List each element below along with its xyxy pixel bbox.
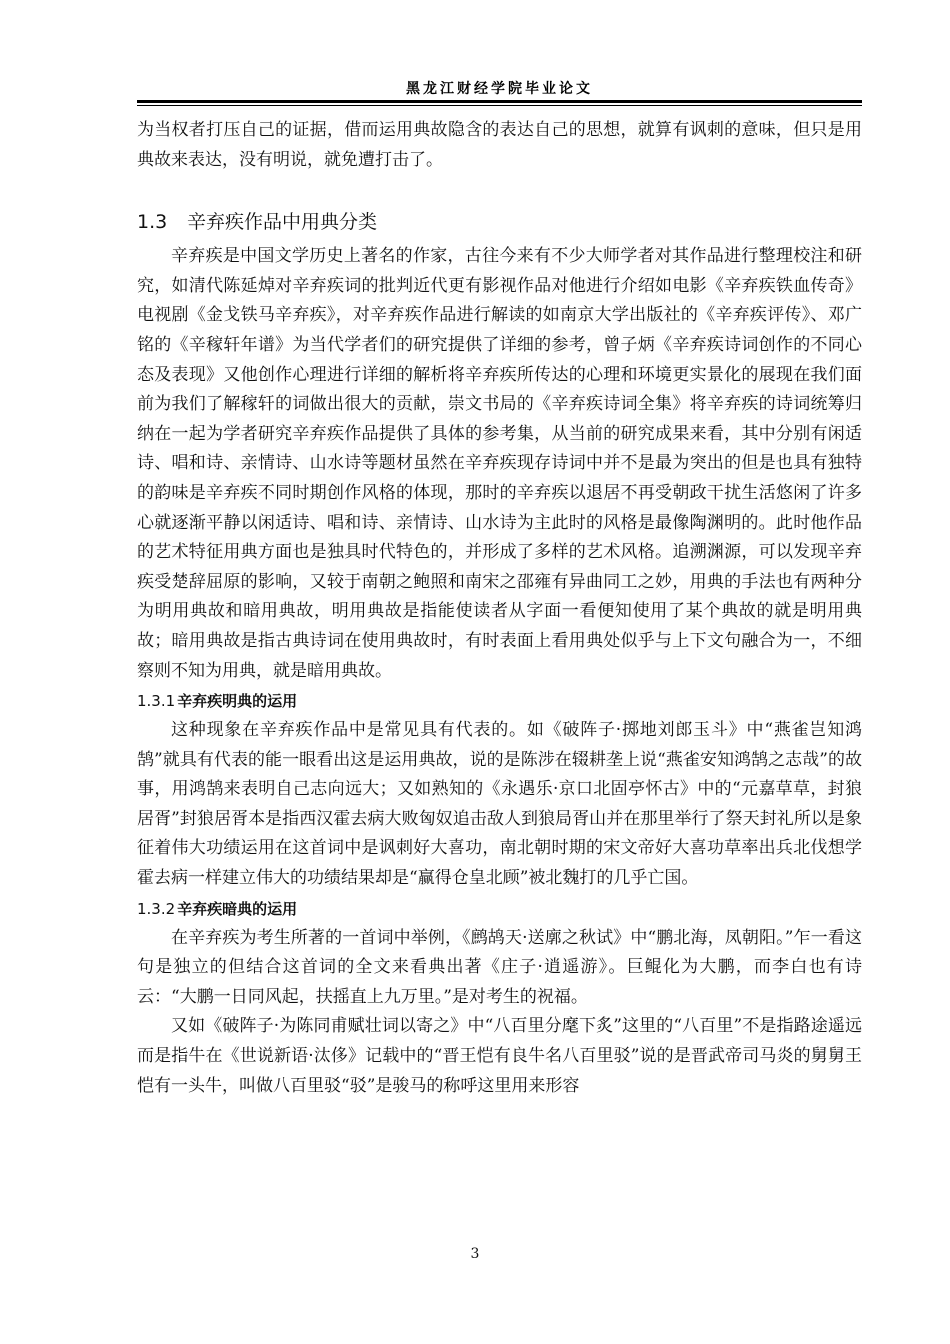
section-number: 1.3 xyxy=(137,211,168,234)
body-content xyxy=(137,116,862,1101)
subsection-heading-1 xyxy=(137,686,862,716)
section-paragraph: 辛弃疾是中国文学历史上著名的作家，古往今来有不少大师学者对其作品进行整理校注和研究，如清代陈延焯对辛弃疾词的批判近代更有影视作品对他进行介绍如电影《辛弃疾铁血传奇》电视剧《金戈铁马辛弃疾》，对辛弃疾作品进行解读的如南京大学出版社的《辛弃疾评传》、邓广铭的《辛稼轩年谱》为当代学者们的研究提供了详细的参考，曾子炳《辛弃疾诗词创作的不同心态及表现》又他创作心理进行详细的解析将辛弃疾所传达的心理和环境更实景化的展现在我们面前为我们了解稼轩的词做出很大的贡献，崇文书局的《辛弃疾诗词全集》将辛弃疾的诗词统筹归纳在一起为学者研究辛弃疾作品提供了具体的参考集，从当前的研究成果来看，其中分别有闲适诗、唱和诗、亲情诗、山水诗等题材虽然在辛弃疾现存诗词中并不是最为突出的但是也具有独特的韵味是辛弃疾不同时期创作风格的体现，那时的辛弃疾以退居不再受朝政干扰生活悠闲了许多心就逐渐平静以闲适诗、唱和诗、亲情诗、山水诗为主此时的风格是最像陶渊明的。此时他作品的艺术特征用典方面也是独具时代特色的，并形成了多样的艺术风格。追溯渊源，可以发现辛弃疾受楚辞屈原的影响，又较于南朝之鲍照和南宋之邵雍有异曲同工之妙，用典的手法也有两种分为明用典故和暗用典故，明用典故是指能使读者从字面一看便知使用了某个典故的就是明用典故；暗用典故是指古典诗词在使用典故时，有时表面上看用典处似乎与上下文句融合为一，不细察则不知为用典，就是暗用典故。 xyxy=(137,246,862,681)
header-rule-thick xyxy=(137,100,862,103)
section-title: 辛弃疾作品中用典分类 xyxy=(187,211,378,234)
subsection-paragraph-1: 这种现象在辛弃疾作品中是常见具有代表的。如《破阵子·掷地刘郎玉斗》中“燕雀岂知鸿鹄”就具有代表的能一眼看出这是运用典故，说的是陈涉在辍耕垄上说“燕雀安知鸿鹄之志哉”的故事，用鸿鹄来表明自己志向远大；又如熟知的《永遇乐·京口北固亭怀古》中的“元嘉草草，封狼居胥”封狼居胥本是指西汉霍去病大败匈奴追击敌人到狼局胥山并在那里举行了祭天封礼所以是象征着伟大功绩运用在这首词中是讽刺好大喜功，南北朝时期的宋文帝好大喜功草率出兵北伐想学霍去病一样建立伟大的功绩结果却是“赢得仓皇北顾”被北魏打的几乎亡国。 xyxy=(137,720,862,889)
continued-paragraph: 为当权者打压自己的证据，借而运用典故隐含的表达自己的思想，就算有讽刺的意味，但只是用典故来表达，没有明说，就免遭打击了。 xyxy=(137,120,862,170)
subsection-number-2: 1.3.2 xyxy=(137,899,176,918)
subsection-title-1: 辛弃疾明典的运用 xyxy=(177,692,298,711)
subsection-heading-2 xyxy=(137,894,862,924)
subsection-paragraph-2a: 在辛弃疾为考生所著的一首词中举例，《鹧鸪天·送廓之秋试》中“鹏北海，凤朝阳。”乍一看这句是独立的但结合这首词的全文来看典出著《庄子·逍遥游》。巨鲲化为大鹏，而李白也有诗云：“大鹏一日同风起，扶摇直上九万里。”是对考生的祝福。 xyxy=(137,927,862,1007)
subsection-number-1: 1.3.1 xyxy=(137,692,176,711)
section-heading xyxy=(137,202,862,242)
header-rule-thin xyxy=(137,105,862,106)
subsection-title-2: 辛弃疾暗典的运用 xyxy=(177,899,298,918)
running-header: 黑龙江财经学院毕业论文 xyxy=(406,81,593,97)
subsection-paragraph-2b: 又如《破阵子·为陈同甫赋壮词以寄之》中“八百里分麾下炙”这里的“八百里”不是指路途遥远而是指牛在《世说新语·汰侈》记载中的“晋王恺有良牛名八百里驳”说的是晋武帝司马炎的舅舅王恺有一头牛，叫做八百里驳“驳”是骏马的称呼这里用来形容 xyxy=(137,1016,862,1096)
page-number: 3 xyxy=(470,1246,480,1262)
